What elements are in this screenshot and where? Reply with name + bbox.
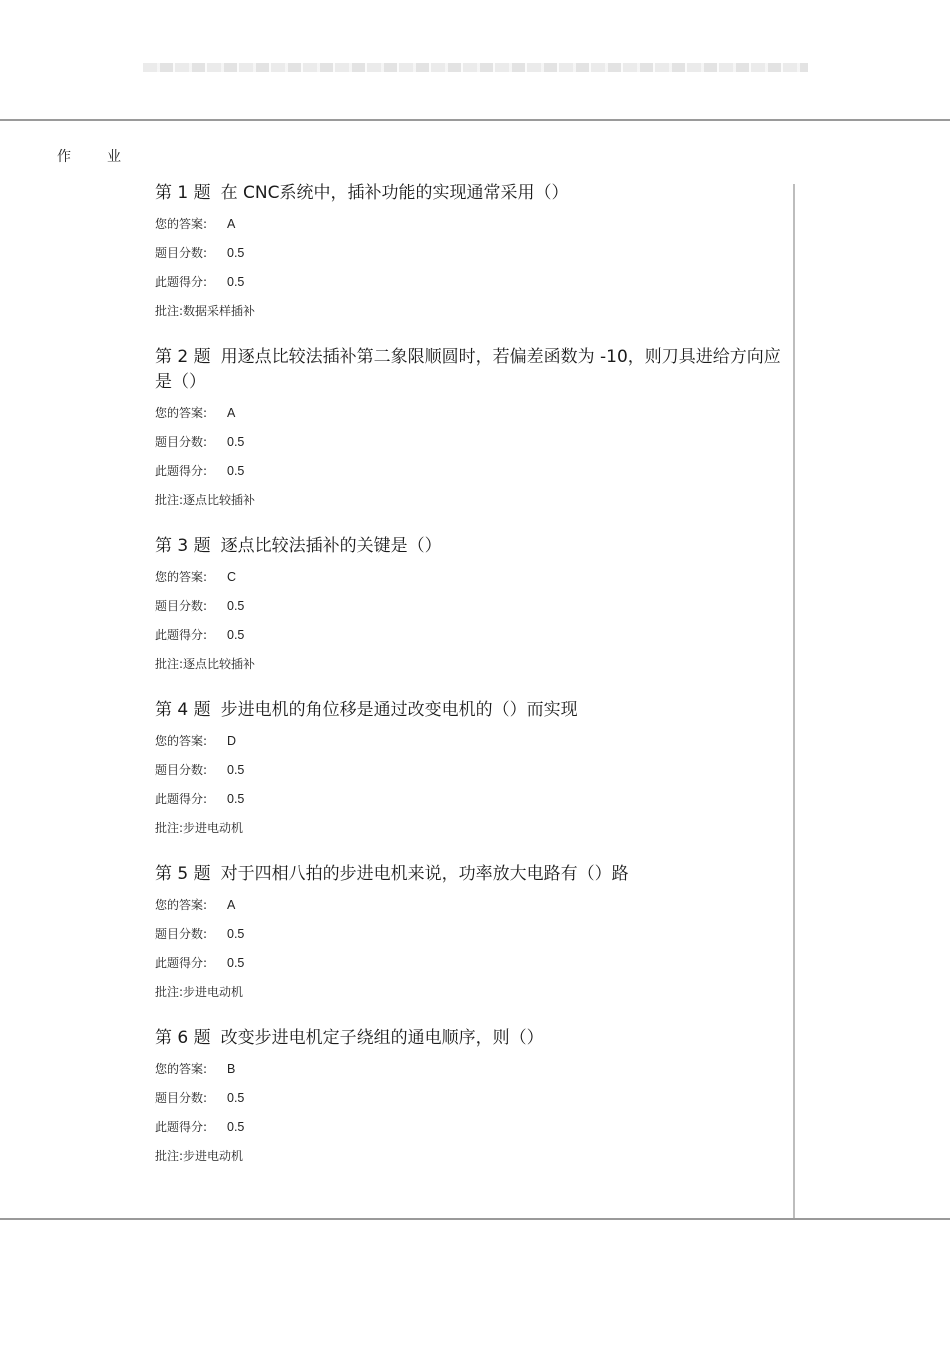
score-label: 题目分数:	[155, 927, 208, 941]
answer-row	[155, 1055, 785, 1084]
note-row	[155, 650, 785, 679]
question-title	[155, 862, 785, 887]
score-label: 题目分数:	[155, 599, 208, 613]
answer-value: C	[227, 570, 237, 584]
score-label: 题目分数:	[155, 763, 208, 777]
obtained-value: 0.5	[227, 956, 245, 970]
obtained-label: 此题得分:	[155, 628, 208, 642]
header-watermark-strip	[143, 63, 808, 72]
obtained-row	[155, 949, 785, 978]
question-item	[155, 534, 785, 679]
score-label: 题目分数:	[155, 1091, 208, 1105]
score-label: 题目分数:	[155, 435, 208, 449]
score-row	[155, 592, 785, 621]
answer-label: 您的答案:	[155, 898, 208, 912]
obtained-label: 此题得分:	[155, 1120, 208, 1134]
score-value: 0.5	[227, 1091, 245, 1105]
score-value: 0.5	[227, 246, 245, 260]
note-row	[155, 978, 785, 1007]
question-number: 第 6 题	[155, 1028, 211, 1048]
note-row	[155, 814, 785, 843]
question-number: 第 1 题	[155, 183, 211, 203]
score-row	[155, 756, 785, 785]
question-text: 在 CNC系统中，插补功能的实现通常采用（）	[220, 183, 569, 203]
score-value: 0.5	[227, 763, 245, 777]
question-item	[155, 1026, 785, 1171]
question-number: 第 5 题	[155, 864, 211, 884]
answer-value: A	[227, 217, 236, 231]
question-text: 改变步进电机定子绕组的通电顺序，则（）	[220, 1028, 544, 1048]
note-label: 批注:	[155, 657, 184, 671]
obtained-value: 0.5	[227, 1120, 245, 1134]
answer-row	[155, 399, 785, 428]
answer-row	[155, 563, 785, 592]
obtained-label: 此题得分:	[155, 275, 208, 289]
note-row	[155, 1142, 785, 1171]
answer-label: 您的答案:	[155, 570, 208, 584]
question-text: 步进电机的角位移是通过改变电机的（）而实现	[220, 700, 578, 720]
obtained-row	[155, 457, 785, 486]
section-label-part1: 作	[57, 149, 71, 165]
question-title	[155, 698, 785, 723]
answer-value: A	[227, 898, 236, 912]
note-label: 批注:	[155, 985, 184, 999]
question-list	[155, 181, 785, 1190]
bottom-divider	[0, 1218, 950, 1220]
score-row	[155, 1084, 785, 1113]
question-text: 对于四相八拍的步进电机来说，功率放大电路有（）路	[220, 864, 629, 884]
answer-value: B	[227, 1062, 236, 1076]
question-number: 第 2 题	[155, 347, 211, 367]
obtained-value: 0.5	[227, 628, 245, 642]
obtained-row	[155, 785, 785, 814]
obtained-row	[155, 268, 785, 297]
top-divider	[0, 119, 950, 121]
note-value: 步进电动机	[183, 985, 244, 999]
score-label: 题目分数:	[155, 246, 208, 260]
obtained-label: 此题得分:	[155, 956, 208, 970]
obtained-value: 0.5	[227, 464, 245, 478]
question-number: 第 4 题	[155, 700, 211, 720]
note-value: 逐点比较插补	[183, 657, 256, 671]
question-text: 用逐点比较法插补第二象限顺圆时，若偏差函数为 -10，则刀具进给方向应是（）	[155, 347, 781, 392]
section-label-part2: 业	[107, 149, 121, 165]
answer-value: D	[227, 734, 237, 748]
answer-label: 您的答案:	[155, 406, 208, 420]
score-row	[155, 428, 785, 457]
answer-row	[155, 727, 785, 756]
right-divider	[793, 184, 795, 1218]
answer-row	[155, 210, 785, 239]
question-item	[155, 862, 785, 1007]
obtained-label: 此题得分:	[155, 464, 208, 478]
obtained-row	[155, 621, 785, 650]
note-value: 逐点比较插补	[183, 493, 256, 507]
question-title	[155, 534, 785, 559]
note-value: 数据采样插补	[183, 304, 256, 318]
note-value: 步进电动机	[183, 821, 244, 835]
obtained-row	[155, 1113, 785, 1142]
answer-label: 您的答案:	[155, 1062, 208, 1076]
question-item	[155, 345, 785, 515]
note-label: 批注:	[155, 304, 184, 318]
question-title	[155, 1026, 785, 1051]
note-value: 步进电动机	[183, 1149, 244, 1163]
score-row	[155, 239, 785, 268]
note-label: 批注:	[155, 821, 184, 835]
note-row	[155, 297, 785, 326]
answer-value: A	[227, 406, 236, 420]
question-item	[155, 181, 785, 326]
score-row	[155, 920, 785, 949]
question-title	[155, 181, 785, 206]
obtained-value: 0.5	[227, 275, 245, 289]
question-number: 第 3 题	[155, 536, 211, 556]
answer-label: 您的答案:	[155, 734, 208, 748]
answer-row	[155, 891, 785, 920]
note-row	[155, 486, 785, 515]
obtained-value: 0.5	[227, 792, 245, 806]
question-item	[155, 698, 785, 843]
score-value: 0.5	[227, 599, 245, 613]
score-value: 0.5	[227, 927, 245, 941]
note-label: 批注:	[155, 1149, 184, 1163]
note-label: 批注:	[155, 493, 184, 507]
question-title	[155, 345, 785, 395]
question-text: 逐点比较法插补的关键是（）	[220, 536, 442, 556]
score-value: 0.5	[227, 435, 245, 449]
section-label	[57, 146, 121, 166]
answer-label: 您的答案:	[155, 217, 208, 231]
obtained-label: 此题得分:	[155, 792, 208, 806]
